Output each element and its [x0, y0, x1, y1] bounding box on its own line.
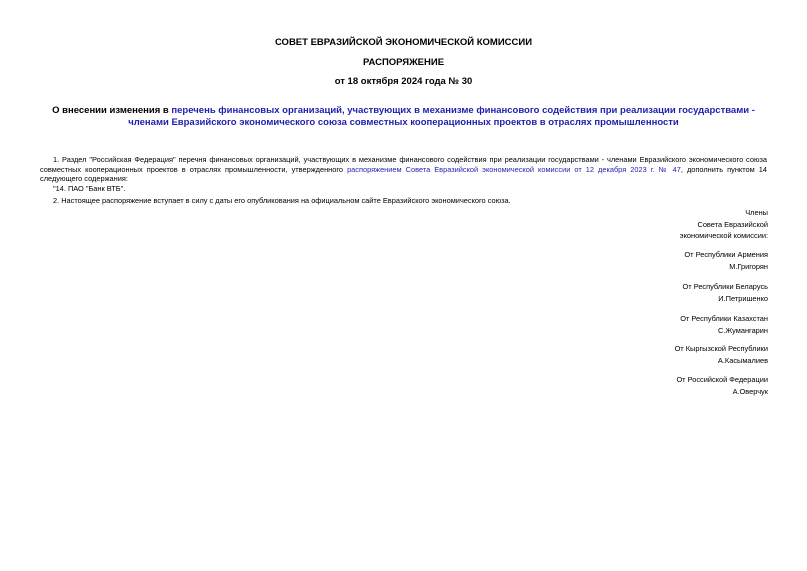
signatories-heading: [548, 207, 768, 242]
signatory-name: А.Оверчук: [732, 386, 768, 396]
paragraph-1-quote: "14. ПАО "Банк ВТБ".: [53, 183, 126, 193]
title-link[interactable]: перечень финансовых организаций, участвующих в механизме финансового содействия при реализации государствами - членами Евразийского экономического союза совместных кооперационных проектов в отраслях промышленности: [128, 105, 755, 128]
title-prefix: О внесении изменения в: [52, 105, 172, 116]
paragraph-2: 2. Настоящее распоряжение вступает в силу с даты его опубликования на официальном сайте Евразийского экономического союза.: [53, 196, 511, 206]
document-type: РАСПОРЯЖЕНИЕ: [362, 57, 445, 68]
signatories-heading-line: Члены: [745, 208, 768, 217]
signatories-heading-line: Совета Евразийской: [697, 219, 768, 229]
referenced-order-link[interactable]: распоряжением Совета Евразийской экономической комиссии от 12 декабря 2023 г. № 47: [347, 164, 681, 174]
signatory-country: От Республики Казахстан: [680, 314, 768, 323]
signature-block: [548, 313, 768, 336]
signature-block: [548, 374, 768, 397]
document-title: [40, 105, 767, 129]
signature-block: [548, 249, 768, 272]
signatory-name: М.Григорян: [729, 261, 768, 271]
signatory-country: От Кыргызской Республики: [674, 344, 768, 353]
signatory-name: С.Жумангарин: [718, 325, 768, 335]
signatory-country: От Республики Беларусь: [682, 282, 768, 291]
paragraph-1: [40, 155, 767, 184]
paragraph-1-tail: , дополнить пунктом 14 следующего содержания:: [40, 164, 767, 184]
document-date-number: от 18 октября 2024 года № 30: [334, 76, 473, 87]
signature-block: [548, 343, 768, 366]
signatory-country: От Российской Федерации: [676, 375, 768, 384]
signatory-country: От Республики Армения: [684, 250, 768, 259]
signature-block: [548, 281, 768, 304]
signatory-name: И.Петришенко: [718, 293, 768, 303]
signatories-heading-line: экономической комиссии:: [679, 231, 768, 240]
issuing-organization: СОВЕТ ЕВРАЗИЙСКОЙ ЭКОНОМИЧЕСКОЙ КОМИССИИ: [274, 37, 533, 48]
paragraph-1-text: 1. Раздел "Российская Федерация" перечня финансовых организаций, участвующих в механизме финансового содействия при реализации государствами - членами Евразийского экономического союза совместных кооперационных проектов в отраслях промышленности, утвержденного: [40, 155, 767, 174]
signatory-name: А.Касымалиев: [717, 355, 768, 365]
document-body: [40, 155, 767, 206]
